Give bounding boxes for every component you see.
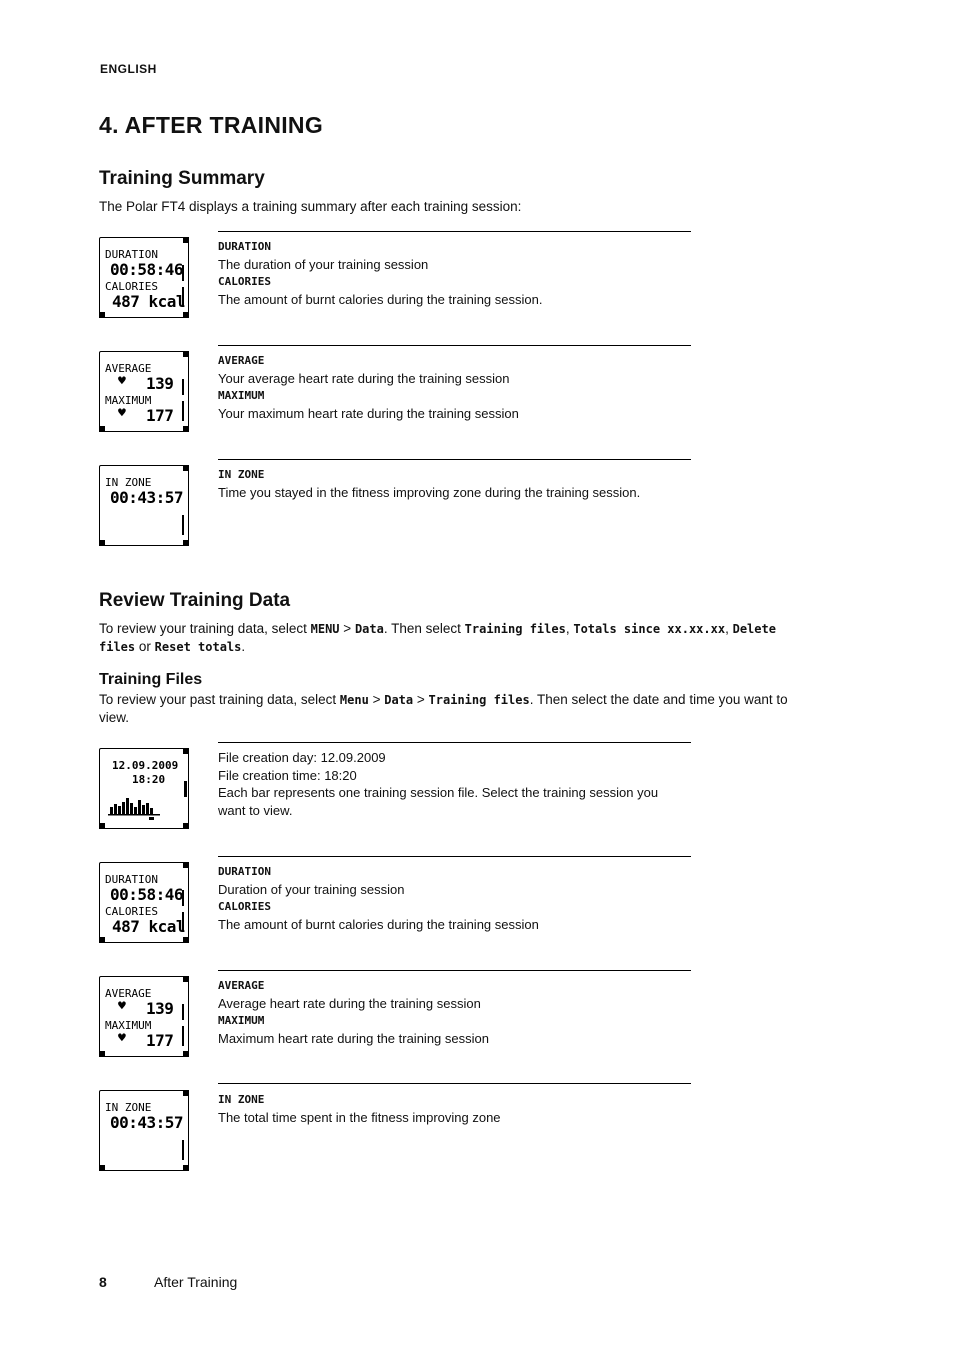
description: DURATION Duration of your training session CALORIES The amount of burnt calories during the training session bbox=[218, 865, 539, 932]
description: IN ZONE Time you stayed in the fitness improving zone during the training session. bbox=[218, 468, 641, 500]
watch-screen-in-zone bbox=[99, 465, 189, 546]
screen-label: IN ZONE bbox=[105, 476, 152, 489]
screen-label: DURATION bbox=[105, 873, 158, 886]
screen-value: 00:58:46 bbox=[110, 260, 184, 279]
screen-value: 00:58:46 bbox=[110, 885, 184, 904]
screen-label: MAXIMUM bbox=[105, 1019, 152, 1032]
screen-value: 139 bbox=[146, 999, 174, 1018]
screen-label: AVERAGE bbox=[105, 362, 152, 375]
screen-value: 00:43:57 bbox=[110, 1113, 184, 1132]
training-files-bar-graph bbox=[108, 793, 160, 821]
screen-value: 487 kcal bbox=[112, 917, 186, 936]
description: File creation day: 12.09.2009 File creation time: 18:20 Each bar represents one training session file. Select the training session you want to view. bbox=[218, 750, 659, 818]
description: DURATION The duration of your training session CALORIES The amount of burnt calories during the training session. bbox=[218, 240, 543, 307]
screen-label: CALORIES bbox=[105, 280, 158, 293]
review-training-data-heading: Review Training Data bbox=[99, 590, 291, 611]
description: AVERAGE Average heart rate during the training session MAXIMUM Maximum heart rate during the training session bbox=[218, 979, 489, 1046]
watch-screen-file-list bbox=[99, 748, 189, 829]
divider bbox=[218, 1083, 691, 1084]
screen-label: IN ZONE bbox=[105, 1101, 152, 1114]
screen-label: MAXIMUM bbox=[105, 394, 152, 407]
screen-value: 139 bbox=[146, 374, 174, 393]
watch-screen-duration bbox=[99, 237, 189, 318]
watch-screen-in-zone bbox=[99, 1090, 189, 1171]
screen-label: DURATION bbox=[105, 248, 158, 261]
divider bbox=[218, 856, 691, 857]
heart-icon: ♥ bbox=[118, 406, 126, 421]
training-summary-heading: Training Summary bbox=[99, 168, 265, 189]
page-number: 8 bbox=[99, 1274, 107, 1290]
screen-value: 177 bbox=[146, 1031, 174, 1050]
heart-icon: ♥ bbox=[118, 1031, 126, 1046]
screen-value: 00:43:57 bbox=[110, 488, 184, 507]
description: IN ZONE The total time spent in the fitness improving zone bbox=[218, 1093, 501, 1125]
divider bbox=[218, 459, 691, 460]
language-label: ENGLISH bbox=[100, 62, 157, 76]
page-title: 4. AFTER TRAINING bbox=[99, 112, 324, 138]
watch-screen-duration bbox=[99, 862, 189, 943]
screen-date: 12.09.2009 bbox=[112, 759, 179, 772]
watch-screen-heart-rate bbox=[99, 976, 189, 1057]
training-summary-intro: The Polar FT4 displays a training summary after each training session: bbox=[99, 199, 522, 214]
review-paragraph: To review your training data, select MENU > Data. Then select Training files, Totals since xx.xx.xx, Delete files or Reset totals. bbox=[99, 621, 776, 654]
training-files-paragraph: To review your past training data, select Menu > Data > Training files. Then select the date and time you want to view. bbox=[99, 692, 788, 725]
screen-value: 487 kcal bbox=[112, 292, 186, 311]
screen-label: AVERAGE bbox=[105, 987, 152, 1000]
description: AVERAGE Your average heart rate during the training session MAXIMUM Your maximum heart rate during the training session bbox=[218, 354, 519, 421]
heart-icon: ♥ bbox=[118, 374, 126, 389]
watch-screen-heart-rate bbox=[99, 351, 189, 432]
divider bbox=[218, 231, 691, 232]
screen-time: 18:20 bbox=[132, 773, 166, 786]
divider bbox=[218, 742, 691, 743]
divider bbox=[218, 345, 691, 346]
footer-section: After Training bbox=[154, 1274, 238, 1290]
training-files-heading: Training Files bbox=[99, 671, 203, 688]
screen-label: CALORIES bbox=[105, 905, 158, 918]
heart-icon: ♥ bbox=[118, 999, 126, 1014]
divider bbox=[218, 970, 691, 971]
screen-value: 177 bbox=[146, 406, 174, 425]
